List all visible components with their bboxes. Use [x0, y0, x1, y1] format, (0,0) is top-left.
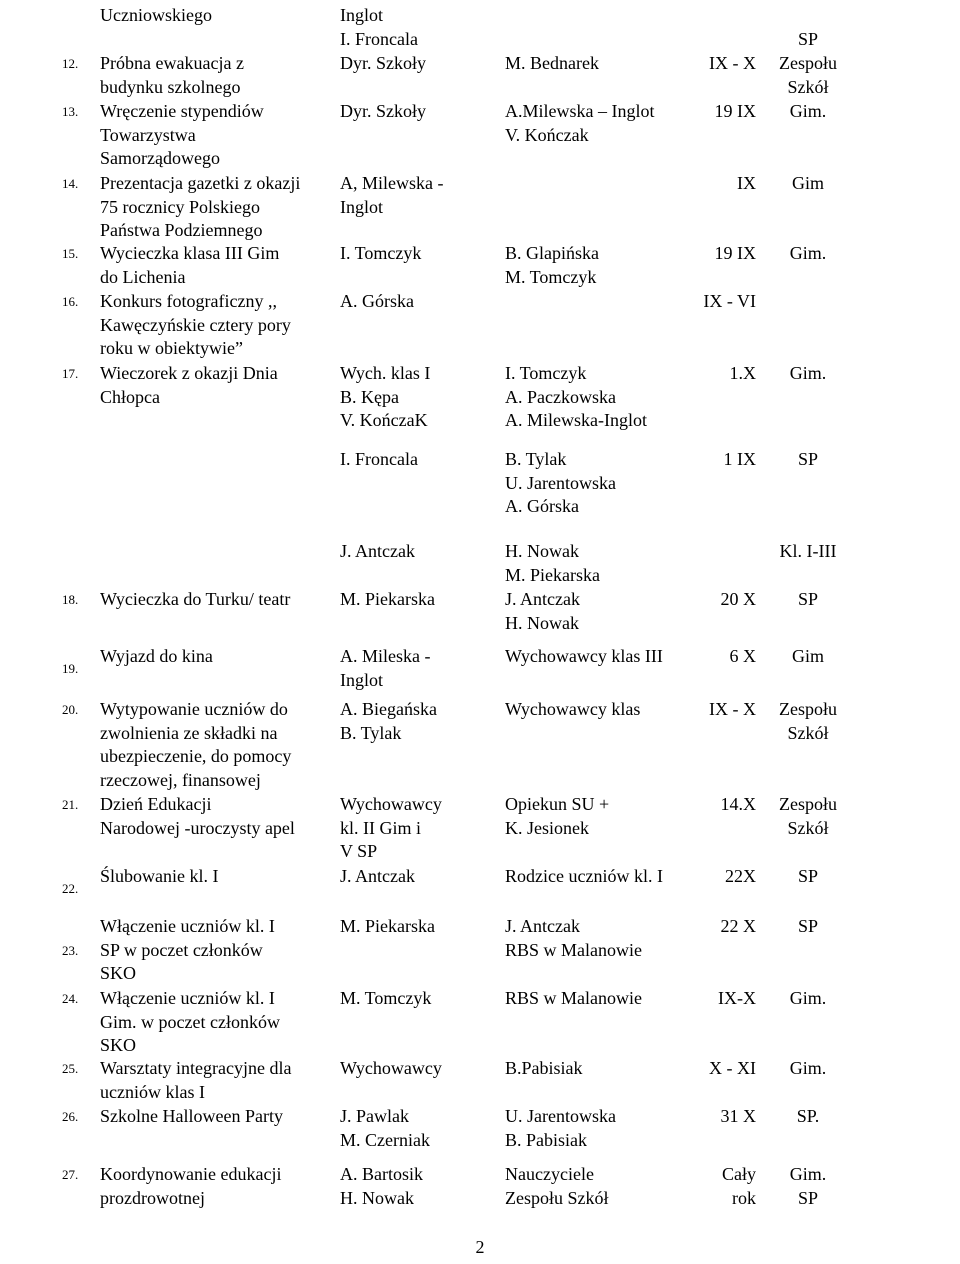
responsible-person: A. Biegańska B. Tylak	[340, 699, 437, 743]
responsible-person: I. Tomczyk	[340, 243, 422, 263]
activity-description: Wytypowanie uczniów do zwolnienia ze składki na ubezpieczenie, do pomocy rzeczowej, finansowej	[100, 699, 292, 790]
co-organizers: H. Nowak M. Piekarska	[505, 541, 600, 585]
location-cell: SP	[797, 449, 819, 469]
location-cell: SP	[797, 866, 819, 886]
date-cell: 19 IX	[714, 243, 756, 263]
responsible-person: A. Górska	[340, 291, 414, 311]
row-number: 17.	[62, 366, 79, 381]
co-organizers: U. Jarentowska B. Pabisiak	[505, 1106, 616, 1150]
co-organizers: Opiekun SU + K. Jesionek	[505, 794, 610, 838]
row-number: 15.	[62, 246, 79, 261]
responsible-person: A. Mileska - Inglot	[340, 646, 431, 690]
responsible-person: Wych. klas I B. Kępa V. KończaK	[340, 363, 431, 430]
date-cell: IX - X	[709, 53, 756, 73]
date-cell: X - XI	[709, 1058, 756, 1078]
row-number: 20.	[62, 702, 79, 717]
date-cell: 22 X	[720, 916, 756, 936]
date-cell: IX	[737, 173, 756, 193]
activity-description: Ślubowanie kl. I	[100, 866, 219, 886]
activity-description: Prezentacja gazetki z okazji 75 rocznicy Polskiego Państwa Podziemnego	[100, 173, 301, 240]
activity-description: Włączenie uczniów kl. I SP w poczet członków SKO	[100, 916, 275, 983]
date-cell: IX - VI	[703, 291, 756, 311]
row-number: 12.	[62, 56, 79, 71]
co-organizers: Wychowawcy klas III	[505, 646, 663, 666]
date-cell: 14.X	[720, 794, 756, 814]
row-number: 18.	[62, 592, 79, 607]
responsible-person: I. Froncala	[340, 449, 418, 469]
page-number: 2	[475, 1237, 485, 1257]
responsible-person: Wychowawcy kl. II Gim i V SP	[340, 794, 442, 861]
co-organizers: Nauczyciele Zespołu Szkół	[505, 1164, 609, 1208]
row-number: 14.	[62, 176, 79, 191]
date-cell: IX - X	[709, 699, 756, 719]
responsible-person: A. Bartosik H. Nowak	[340, 1164, 423, 1208]
date-cell: 19 IX	[714, 101, 756, 121]
date-cell: 1.X	[729, 363, 756, 383]
co-organizers: B. Glapińska M. Tomczyk	[505, 243, 599, 287]
responsible-person: Inglot I. Froncala	[340, 5, 418, 49]
location-cell: Gim.	[789, 363, 827, 383]
row-number: 21.	[62, 797, 79, 812]
location-cell: Gim.	[789, 988, 827, 1008]
row-number: 13.	[62, 104, 79, 119]
co-organizers: Wychowawcy klas	[505, 699, 641, 719]
row-number: 22.	[62, 881, 79, 896]
co-organizers: B. Tylak U. Jarentowska A. Górska	[505, 449, 616, 516]
activity-description: Uczniowskiego	[100, 5, 212, 25]
date-cell: 6 X	[729, 646, 756, 666]
activity-description: Warsztaty integracyjne dla uczniów klas I	[100, 1058, 292, 1102]
row-number: 23.	[62, 943, 79, 958]
responsible-person: Dyr. Szkoły	[340, 53, 427, 73]
co-organizers: M. Bednarek	[505, 53, 599, 73]
location-cell: Gim.	[789, 243, 827, 263]
date-cell: IX-X	[718, 988, 756, 1008]
row-number: 27.	[62, 1167, 79, 1182]
responsible-person: M. Piekarska	[340, 589, 435, 609]
responsible-person: J. Pawlak M. Czerniak	[340, 1106, 430, 1150]
location-cell: SP	[797, 28, 819, 49]
location-cell: Zespołu Szkół	[779, 794, 837, 838]
date-cell: 1 IX	[723, 449, 756, 469]
activity-description: Wieczorek z okazji Dnia Chłopca	[100, 363, 278, 407]
activity-description: Włączenie uczniów kl. I Gim. w poczet członków SKO	[100, 988, 280, 1055]
co-organizers: RBS w Malanowie	[505, 988, 642, 1008]
responsible-person: J. Antczak	[340, 866, 415, 886]
activity-description: Koordynowanie edukacji prozdrowotnej	[100, 1164, 282, 1208]
date-cell: 20 X	[720, 589, 756, 609]
activity-description: Szkolne Halloween Party	[100, 1106, 283, 1126]
location-cell: Gim.	[789, 101, 827, 121]
responsible-person: Dyr. Szkoły	[340, 101, 427, 121]
location-cell: Zespołu Szkół	[779, 53, 837, 97]
activity-description: Wyjazd do kina	[100, 646, 213, 666]
location-cell: Kl. I-III	[779, 541, 837, 561]
location-cell: SP	[797, 589, 819, 609]
responsible-person: M. Piekarska	[340, 916, 435, 936]
row-number: 24.	[62, 991, 79, 1006]
activity-description: Konkurs fotograficzny ,, Kawęczyńskie cztery pory roku w obiektywie”	[100, 291, 291, 358]
date-cell: 22X	[725, 866, 756, 886]
location-cell: Gim	[791, 173, 824, 193]
responsible-person: Wychowawcy	[340, 1058, 442, 1078]
co-organizers: I. Tomczyk A. Paczkowska A. Milewska-Inglot	[505, 363, 647, 430]
co-organizers: J. Antczak RBS w Malanowie	[505, 916, 642, 960]
activity-description: Próbna ewakuacja z budynku szkolnego	[100, 53, 244, 97]
row-number: 25.	[62, 1061, 79, 1076]
responsible-person: A, Milewska - Inglot	[340, 173, 444, 217]
location-cell: SP	[797, 916, 819, 936]
date-cell: Cały rok	[722, 1164, 756, 1208]
co-organizers: Rodzice uczniów kl. I	[505, 866, 663, 886]
activity-description: Wycieczka klasa III Gim do Lichenia	[100, 243, 280, 287]
location-cell: Zespołu Szkół	[779, 699, 837, 743]
row-number: 26.	[62, 1109, 79, 1124]
co-organizers: J. Antczak H. Nowak	[505, 589, 580, 633]
co-organizers: B.Pabisiak	[505, 1058, 583, 1078]
responsible-person: M. Tomczyk	[340, 988, 432, 1008]
responsible-person: J. Antczak	[340, 541, 415, 561]
location-cell: Gim.	[789, 1058, 827, 1078]
row-number: 19.	[62, 661, 79, 676]
activity-description: Wręczenie stypendiów Towarzystwa Samorządowego	[100, 101, 264, 168]
activity-description: Dzień Edukacji Narodowej -uroczysty apel	[100, 794, 295, 838]
date-cell: 31 X	[720, 1106, 756, 1126]
location-cell: Gim. SP	[789, 1164, 827, 1208]
co-organizers: A.Milewska – Inglot V. Kończak	[505, 101, 655, 145]
activity-description: Wycieczka do Turku/ teatr	[100, 589, 291, 609]
location-cell: Gim	[791, 646, 824, 666]
row-number: 16.	[62, 294, 79, 309]
location-cell: SP.	[796, 1106, 820, 1126]
